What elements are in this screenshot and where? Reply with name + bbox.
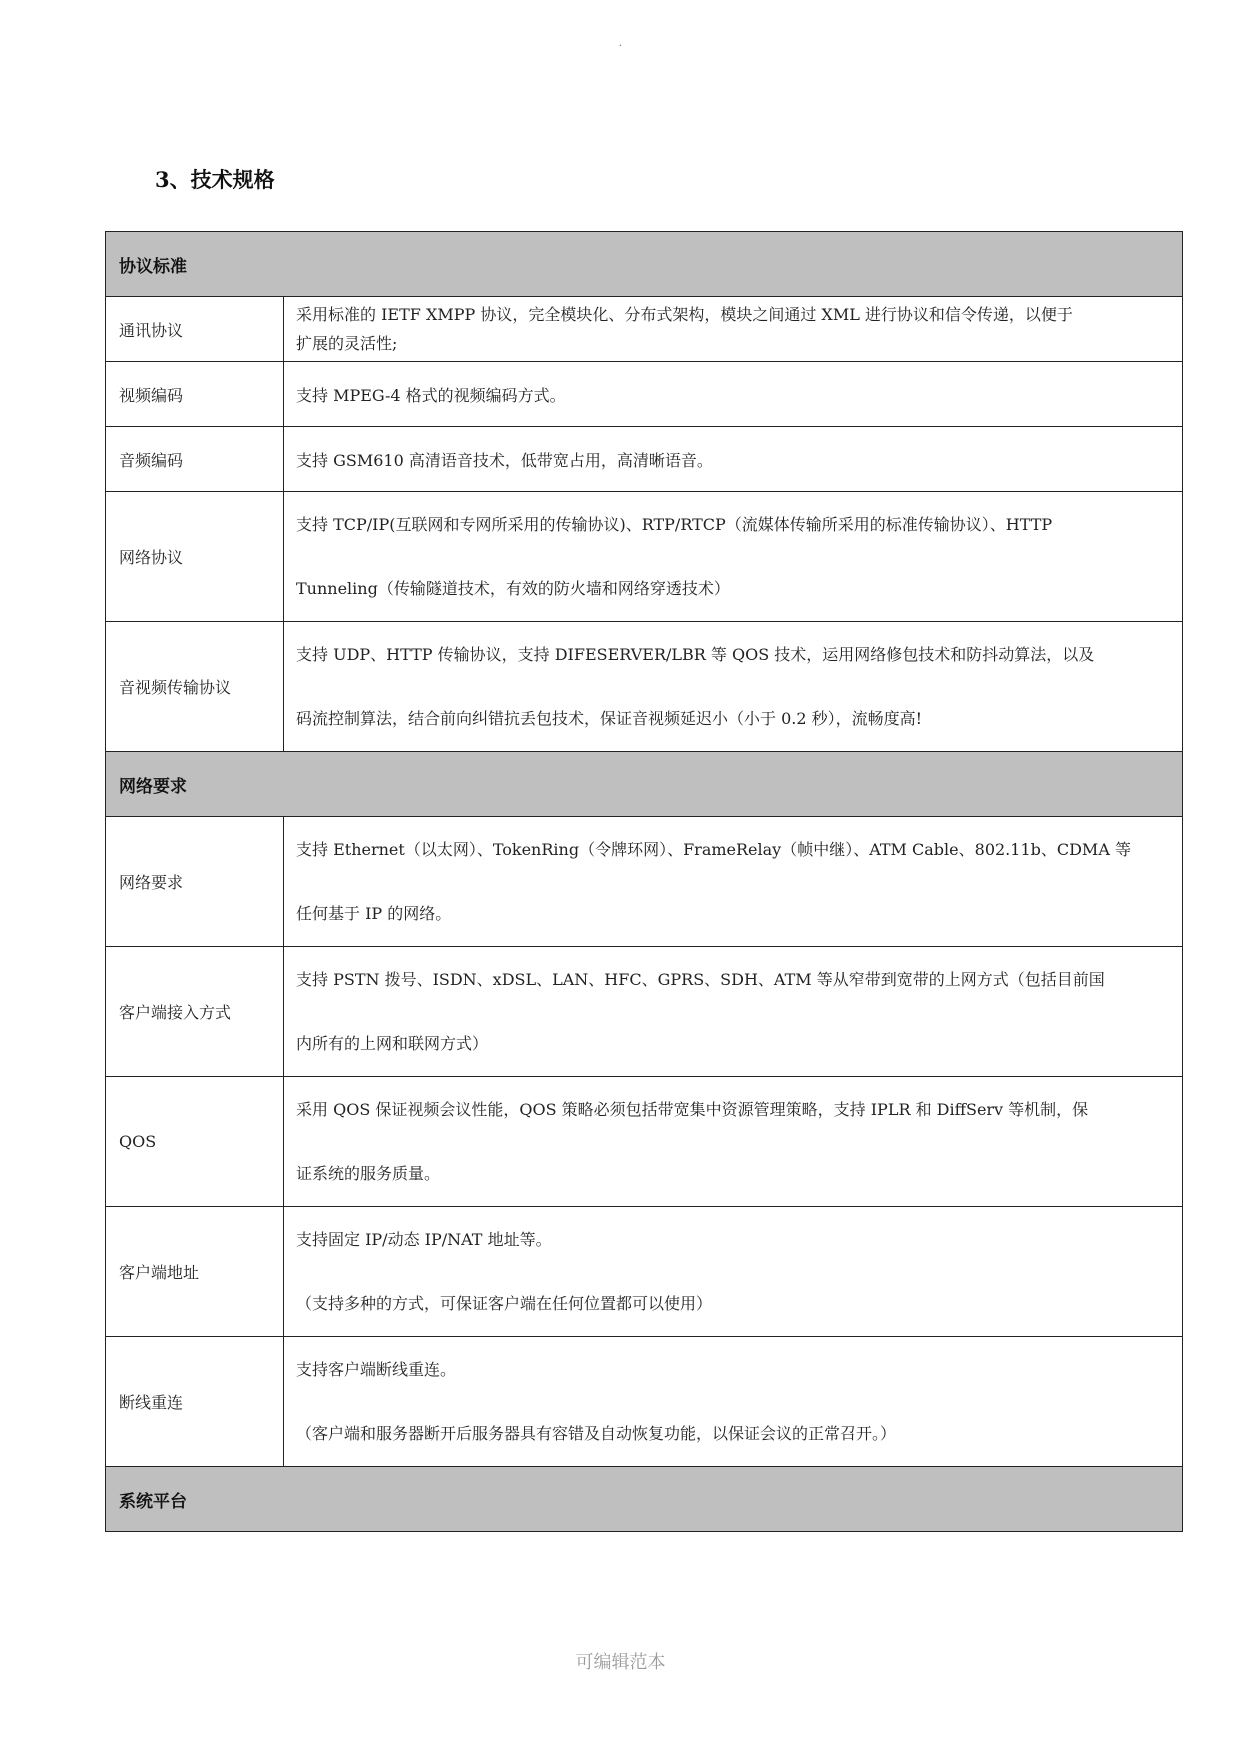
table-row	[106, 1337, 1183, 1467]
group-title: 系统平台	[106, 1467, 1183, 1532]
description-line: 采用 QOS 保证视频会议性能，QOS 策略必须包括带宽集中资源管理策略，支持 IPLR 和 DiffServ 等机制，保	[296, 1099, 1089, 1119]
row-description	[284, 427, 1183, 492]
description-line: 扩展的灵活性;	[296, 334, 398, 353]
row-label: 音频编码	[106, 427, 284, 492]
row-description	[284, 817, 1183, 947]
row-label: 客户端接入方式	[106, 947, 284, 1077]
table-row	[106, 492, 1183, 622]
description-line: 支持客户端断线重连。	[296, 1359, 457, 1379]
spec-table	[105, 231, 1183, 1532]
table-row	[106, 947, 1183, 1077]
description-line: Tunneling（传输隧道技术，有效的防火墙和网络穿透技术）	[296, 578, 730, 598]
footer-text: 可编辑范本	[575, 1652, 666, 1673]
row-description	[284, 622, 1183, 752]
description-line: 采用标准的 IETF XMPP 协议，完全模块化、分布式架构，模块之间通过 XML 进行协议和信令传递，以便于	[296, 305, 1073, 324]
row-label: 网络协议	[106, 492, 284, 622]
description-line: 支持固定 IP/动态 IP/NAT 地址等。	[296, 1229, 552, 1249]
row-label: QOS	[106, 1077, 284, 1207]
group-header	[106, 752, 1183, 817]
group-header	[106, 232, 1183, 297]
row-description	[284, 362, 1183, 427]
description-line: 内所有的上网和联网方式）	[296, 1033, 489, 1053]
description-line: 支持 MPEG-4 格式的视频编码方式。	[296, 385, 566, 405]
row-description	[284, 1077, 1183, 1207]
group-title: 网络要求	[106, 752, 1183, 817]
row-description	[284, 492, 1183, 622]
table-row	[106, 362, 1183, 427]
row-label: 视频编码	[106, 362, 284, 427]
row-label: 客户端地址	[106, 1207, 284, 1337]
section-title: 3、技术规格	[155, 167, 275, 192]
description-line: 支持 TCP/IP(互联网和专网所采用的传输协议)、RTP/RTCP（流媒体传输所采用的标准传输协议）、HTTP	[296, 514, 1053, 534]
row-description	[284, 1337, 1183, 1467]
description-line: 支持 PSTN 拨号、ISDN、xDSL、LAN、HFC、GPRS、SDH、ATM 等从窄带到宽带的上网方式（包括目前国	[296, 969, 1105, 989]
table-row	[106, 297, 1183, 362]
description-line: （支持多种的方式，可保证客户端在任何位置都可以使用）	[296, 1293, 713, 1313]
description-line: （客户端和服务器断开后服务器具有容错及自动恢复功能，以保证会议的正常召开。）	[296, 1423, 897, 1443]
row-label: 音视频传输协议	[106, 622, 284, 752]
group-header	[106, 1467, 1183, 1532]
row-description	[284, 297, 1183, 362]
description-line: 支持 Ethernet（以太网）、TokenRing（令牌环网）、FrameRelay（帧中继）、ATM Cable、802.11b、CDMA 等	[296, 839, 1131, 859]
table-row	[106, 817, 1183, 947]
table-row	[106, 1077, 1183, 1207]
table-row	[106, 427, 1183, 492]
row-description	[284, 1207, 1183, 1337]
table-row	[106, 1207, 1183, 1337]
row-label: 通讯协议	[106, 297, 284, 362]
row-label: 断线重连	[106, 1337, 284, 1467]
description-line: 支持 GSM610 高清语音技术，低带宽占用，高清晰语音。	[296, 450, 713, 470]
table-row	[106, 622, 1183, 752]
description-line: 任何基于 IP 的网络。	[296, 903, 452, 923]
description-line: 证系统的服务质量。	[296, 1163, 441, 1183]
group-title: 协议标准	[106, 232, 1183, 297]
header-mark: .	[618, 38, 623, 49]
row-description	[284, 947, 1183, 1077]
description-line: 支持 UDP、HTTP 传输协议，支持 DIFESERVER/LBR 等 QOS 技术，运用网络修包技术和防抖动算法，以及	[296, 644, 1095, 664]
row-label: 网络要求	[106, 817, 284, 947]
description-line: 码流控制算法，结合前向纠错抗丢包技术，保证音视频延迟小（小于 0.2 秒），流畅度高!	[296, 708, 923, 728]
